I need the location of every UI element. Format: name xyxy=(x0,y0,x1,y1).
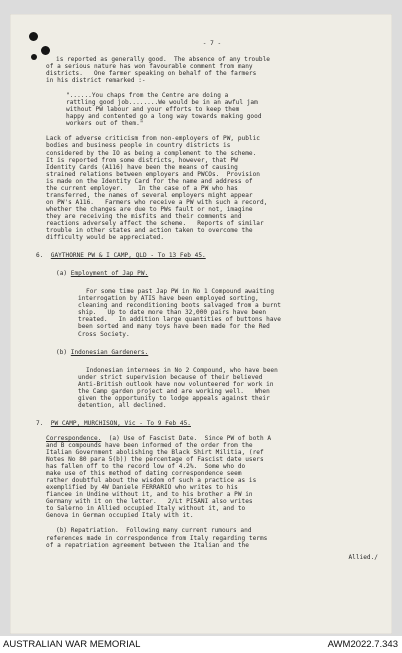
text-line: to Salerno in Allied occupied Italy without it, and to xyxy=(46,505,246,513)
text-line: is reported as generally good. The absence of any trouble xyxy=(56,56,270,63)
section-title: PW CAMP, MURCHISON, Vic - To 9 Feb 45. xyxy=(50,419,191,427)
section-number: 6. xyxy=(36,252,44,260)
punch-hole xyxy=(29,32,38,41)
punch-hole xyxy=(31,54,37,60)
text-line: considered by the IO as being a complement to the scheme. xyxy=(46,149,257,157)
text-line: under strict supervision because of their believed xyxy=(78,373,263,381)
text-line: Anti-British outlook have now volunteered for work in xyxy=(78,380,274,388)
institution-name: AUSTRALIAN WAR MEMORIAL xyxy=(3,639,141,650)
criticism-paragraph xyxy=(46,135,378,241)
correspondence-title: Correspondence. xyxy=(46,434,102,442)
text-line: detention, all declined. xyxy=(78,401,167,409)
text-line: given the opportunity to lodge appeals against their xyxy=(78,394,270,402)
text-line: on PW's A116. Farmers who receive a PW with such a record, xyxy=(46,198,268,206)
quote-line: without PW labour and your efforts to keep them xyxy=(66,106,240,114)
section-heading xyxy=(36,420,378,427)
catalogue-reference: AWM2022.7.343 xyxy=(327,639,398,650)
text-line: is made on the Identity Card for the name and address of xyxy=(46,177,253,185)
subsection-title: Employment of Jap PW. xyxy=(70,270,149,278)
text-line: Indonesian internees in No 2 Compound, who have been xyxy=(86,366,278,374)
text-line: make use of this method of dating correspondence seem xyxy=(46,470,242,478)
text-line: references made in correspondence from Italy regarding terms xyxy=(46,534,268,542)
text-line: Italian Government abolishing the Black Shirt Militia, (ref xyxy=(46,449,264,457)
intro-paragraph xyxy=(46,56,378,84)
text-line: Lack of adverse criticism from non-employers of PW, public xyxy=(46,135,260,143)
archive-footer xyxy=(0,636,402,653)
text-line: (b) Repatriation. Following many current rumours and xyxy=(56,527,252,535)
section-6 xyxy=(36,252,378,409)
text-line: reactions adversely affect the scheme. Reports of similar xyxy=(46,219,264,227)
text-line: (a) Use of Fascist Date. Since PW of both A xyxy=(101,434,272,442)
text-line: Identity Cards (A116) have been the means of causing xyxy=(46,163,238,171)
text-line: the Camp garden project and are working well. When xyxy=(78,387,270,395)
text-line: ship. Up to date more than 32,000 pairs have been xyxy=(78,309,267,317)
text-line: strained relations between employers and PWCOs. Provision xyxy=(46,170,260,178)
subsection-heading xyxy=(46,349,378,356)
text-line: transferred, the names of several employers might appear xyxy=(46,191,253,199)
text-line: It is reported from some districts, however, that PW xyxy=(46,156,238,164)
text-line: and B compounds have been informed of the order from the xyxy=(46,441,253,449)
text-line: exemplified by 4W Daniele FERRARIO who writes to his xyxy=(46,484,238,492)
text-line: of a repatriation agreement between the Italian and the xyxy=(46,541,249,549)
section-heading xyxy=(36,252,378,259)
text-line: Notes No 80 para 5(b)) the percentage of Fascist date users xyxy=(46,456,264,464)
text-line: Germany with it on the letter. 2/Lt PISANI also writes xyxy=(46,498,253,506)
subsection-heading xyxy=(46,270,378,277)
text-line: fiancee in Undine without it, and to his brother a PW in xyxy=(46,491,253,499)
text-line: interrogation by ATIS have been employed sorting, xyxy=(78,295,259,303)
quote-line: happy and contented go a long way towards making good xyxy=(66,113,262,121)
text-line: they are receiving the misfits and their comments and xyxy=(46,212,242,220)
section-number: 7. xyxy=(36,419,44,427)
page-number: - 7 - xyxy=(202,40,222,47)
section-7 xyxy=(36,419,378,561)
subsection-title: Indonesian Gardeners. xyxy=(70,348,149,356)
text-line: Cross Society. xyxy=(78,330,130,338)
text-line: been sorted and many toys have been made for the Red xyxy=(78,323,270,331)
quote-line: workers out of them." xyxy=(66,120,144,128)
text-line: treated. In addition large quantities of buttons have xyxy=(78,316,281,324)
quote-line: rattling good job........We would be in an awful jam xyxy=(66,99,258,107)
text-line: cleaning and reconditioning boots salvaged from a burnt xyxy=(78,302,281,310)
subsection-label: (a) xyxy=(56,270,68,278)
text-line: in his district remarked :- xyxy=(46,77,146,85)
continuation-mark: Allied./ xyxy=(348,553,378,561)
text-line: of a serious nature has won favourable comment from many xyxy=(46,63,253,71)
text-line: difficulty would be appreciated. xyxy=(46,234,165,242)
text-line: rather doubtful about the wisdom of such a practice as is xyxy=(46,477,257,485)
text-line: the current employer. In the case of a PW who has xyxy=(46,184,238,192)
document-page xyxy=(10,14,392,634)
quote-line: "......You chaps from the Centre are doing a xyxy=(66,92,229,100)
correspondence-heading xyxy=(46,435,378,442)
text-line: whether the changes are due to PWs fault or not, imagine xyxy=(46,205,253,213)
text-line: trouble in other states and action taken to overcome the xyxy=(46,227,253,235)
farmer-quote xyxy=(46,92,378,127)
text-line: Genova in German occupied Italy with it. xyxy=(46,512,194,520)
subsection-label: (b) xyxy=(56,348,68,356)
document-text xyxy=(36,40,378,561)
section-title: GAYTHORNE PW & I CAMP, QLD - To 13 Feb 45. xyxy=(50,252,206,260)
text-line: For some time past Jap PW in No 1 Compound awaiting xyxy=(86,288,275,296)
text-line: bodies and business people in country districts is xyxy=(46,142,231,150)
text-line: has fallen off to the record low of 4.2%. Some who do xyxy=(46,463,246,471)
text-line: districts. One farmer speaking on behalf of the farmers xyxy=(46,70,257,78)
